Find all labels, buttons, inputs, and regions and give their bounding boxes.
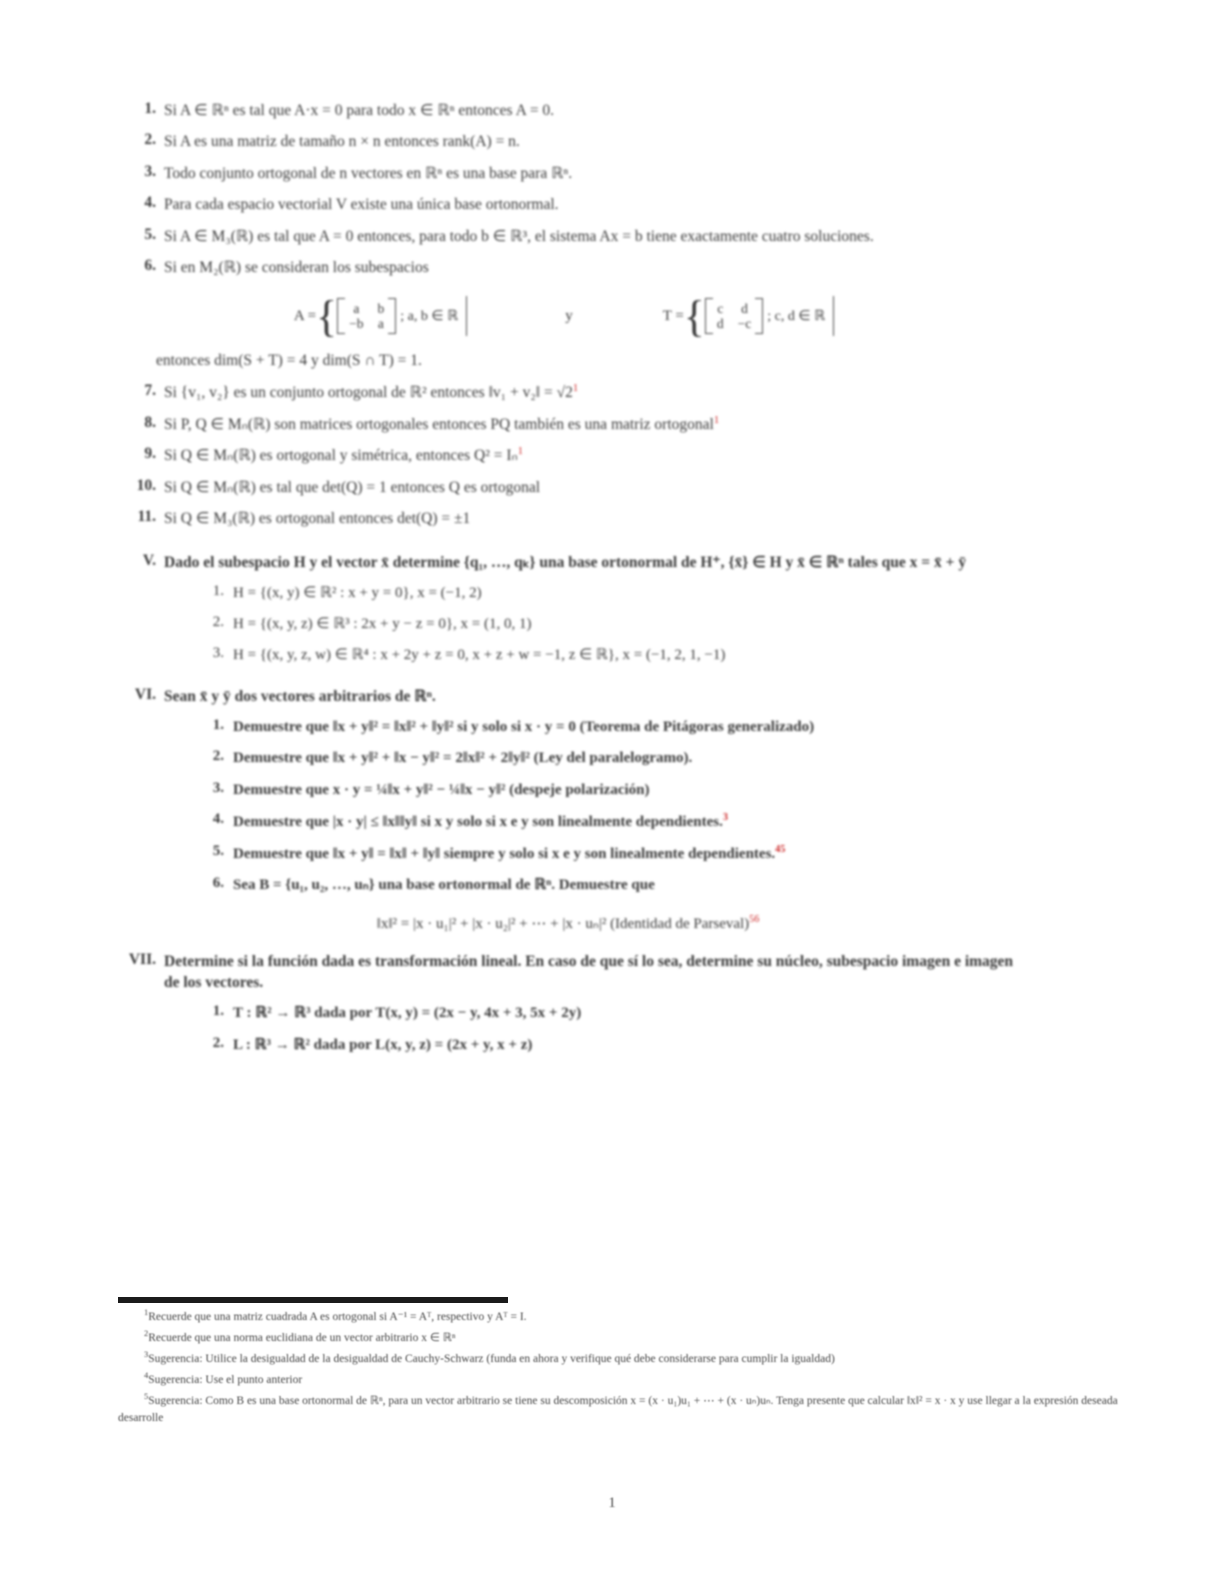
footnote-marker: 1 [517,446,523,458]
footnote-marker: 4 [144,1370,149,1381]
matrix-cell: −b [349,316,364,332]
item-number: 2. [212,1034,224,1051]
item-text: Si A es una matriz de tamaño n × n entonces rank(A) = n. [164,133,520,151]
item-text: Si {v₁, v₂} es un conjunto ortogonal de ℝ² entonces ‖v₁ + v₂‖ = $√2^1$ [164,383,579,402]
item-text: Demuestre que |x · y| ≤ ‖x‖‖y‖ si x y solo si x e y son linealmente dependientes.$^3$ [233,811,728,830]
document-content [118,100,1018,1066]
matrix-set-right-label: T = [662,307,684,324]
footnote-text: Recuerde que una norma euclidiana de un vector arbitrario x ∈ ℝⁿ [148,1331,456,1344]
section-v-after-display: entonces dim(S + T) = 4 y dim(S ∩ T) = 1. [156,352,422,370]
footnote-marker: 2 [144,1328,149,1339]
list-item [118,414,1018,436]
footnote-marker: 1 [572,383,579,395]
display-connector: y [565,307,573,324]
item-number: 3. [212,645,224,662]
footnote [118,1369,1118,1389]
list-item [190,583,1018,603]
bracket-left-icon [337,298,345,334]
item-text: H = {(x, y) ∈ ℝ² : x + y = 0}, x = (−1, 2) [233,584,482,601]
item-text: Todo conjunto ortogonal de n vectores en ℝⁿ es una base para ℝⁿ. [164,164,573,182]
list-item [190,875,1018,895]
item-text: Demuestre que ‖x + y‖² = ‖x‖² + ‖y‖² si y solo si x · y = 0 (Teorema de Pitágoras generalizado) [233,719,815,736]
section-viii-heading-row [118,951,1018,994]
item-number: 2. [144,131,156,149]
section-viii-list [190,1003,1018,1055]
footnotes [118,1306,1118,1429]
list-item [118,226,1018,247]
footnote-marker: 45 [775,844,786,856]
item-text: Sea B = {u₁, u₂, …, uₙ} una base ortonormal de ℝⁿ. Demuestre que [233,877,655,894]
item-number: 1. [212,1003,224,1020]
item-number: 1. [212,582,224,599]
item-number: 7. [144,382,156,400]
section-vii-list [190,717,1018,896]
list-item [190,1035,1018,1055]
item-text: T : ℝ² → ℝ³ dada por T(x, y) = (2x − y, 4x + 3, 5x + 2y) [233,1005,582,1022]
item-number: 3. [212,779,224,796]
section-vii-heading: Sean x̄ y ȳ dos vectores arbitrarios de ℝⁿ. [164,687,436,705]
footnote-marker: 3 [722,811,728,823]
matrix-set-left [293,291,475,341]
item-number: 4. [212,810,224,827]
list-item [118,131,1018,152]
item-number: 9. [144,445,156,463]
item-number: 10. [136,476,156,494]
bracket-right-icon [755,298,763,334]
footnote [118,1306,1118,1326]
section-vi-list [190,583,1018,666]
matrix-set-right [662,291,842,341]
item-text: Demuestre que x · y = ¼‖x + y‖² − ¼‖x − y‖² (despeje polarización) [233,781,650,798]
matrix-cell: b [377,300,385,316]
footnote [118,1327,1118,1347]
section-vii-number: VI. [134,685,156,703]
matrix-right-condition: ; c, d ∈ ℝ [767,308,826,324]
section-viii [118,951,1018,994]
matrix-left [345,301,388,332]
footnote-text: Sugerencia: Use el punto anterior [148,1374,303,1387]
item-number: 5. [144,225,156,243]
item-text: Si Q ∈ Mₙ(ℝ) es ortogonal y simétrica, entonces Q² = Iₙ$^1$ [164,446,523,465]
section-v-list [118,100,1018,278]
matrix-cell: d [741,300,748,316]
list-item [190,645,1018,665]
list-item [118,163,1018,184]
item-text: Si A ∈ ℝⁿ es tal que A·x = 0 para todo x ∈ ℝⁿ entonces A = 0. [164,102,555,119]
matrix-cell: d [716,316,724,332]
list-item [118,477,1018,498]
item-text: Si A ∈ M₃(ℝ) es tal que A = 0 entonces, para todo b ∈ ℝ³, el sistema Ax = b tiene exactamente cuatro soluciones. [164,227,874,245]
item-text: Si Q ∈ Mₙ(ℝ) es tal que det(Q) = 1 entonces Q es ortogonal [164,478,541,496]
set-bar-icon [466,296,467,336]
brace-left-icon: { [683,291,705,341]
section-viii-heading: Determine si la función dada es transformación lineal. En caso de que sí lo sea, determine su núcleo, subespacio imagen e imagen de los vectores. [164,952,1014,991]
item-text: H = {(x, y, z) ∈ ℝ³ : 2x + y − z = 0}, x = (1, 0, 1) [233,616,532,633]
bracket-left-icon [705,298,713,334]
list-item [190,717,1018,737]
item-number: 5. [212,843,224,860]
list-item [190,780,1018,800]
section-vi-heading-row [118,552,1018,573]
matrix-cell: c [717,300,724,316]
list-item [190,811,1018,832]
section-viii-number: VII. [128,950,156,968]
list-item [118,445,1018,467]
item-text: H = {(x, y, z, w) ∈ ℝ⁴ : x + 2y + z = 0, x + z + w = −1, z ∈ ℝ}, x = (−1, 2, 1, −1) [233,647,726,664]
item-text: Para cada espacio vectorial V existe una única base ortonormal. [164,196,559,214]
parseval-display [118,914,1018,933]
bracket-right-icon [388,298,396,334]
section-vii [118,686,1018,707]
item-number: 1. [144,100,156,117]
item-number: 8. [144,413,156,431]
list-item [190,1003,1018,1023]
item-number: 1. [212,717,224,734]
footnote-marker: 1 [144,1307,149,1317]
list-item [190,614,1018,634]
list-item [118,100,1018,121]
item-number: 6. [212,875,224,892]
item-number: 6. [144,256,156,274]
footnote [118,1390,1118,1427]
footnote-text: Recuerde que una matriz cuadrada A es ortogonal si A⁻¹ = Aᵀ, respectivo y Aᵀ = I. [148,1310,527,1323]
item-number: 2. [212,614,224,631]
item-number: 4. [144,194,156,212]
item-text: Demuestre que ‖x + y‖ = ‖x‖ + ‖y‖ siempre y solo si x e y son linealmente dependientes.$^{45}$ [233,844,786,863]
footnote-marker: 3 [144,1349,149,1360]
parseval-formula: ‖x‖² = |x · u₁|² + |x · u₂|² + ⋯ + |x · uₙ|² (Identidad de Parseval) [376,915,750,932]
list-item [190,843,1018,864]
item-text: Demuestre que ‖x + y‖² + ‖x − y‖² = 2‖x‖² + 2‖y‖² (Ley del paralelogramo). [233,750,693,767]
item-text: Si en M₂(ℝ) se consideran los subespacios [164,258,429,276]
list-item [118,508,1018,529]
list-item [190,748,1018,768]
section-vi [118,552,1018,573]
item-text: L : ℝ³ → ℝ² dada por L(x, y, z) = (2x + y, x + z) [233,1036,533,1053]
brace-left-icon: { [316,291,338,341]
list-item [118,382,1018,404]
item-number: 11. [137,508,156,526]
list-item [118,257,1018,278]
footnote-marker: 56 [749,913,760,925]
matrix-right [713,301,755,332]
matrix-cell: −c [737,316,752,332]
page-number: 1 [608,1495,616,1511]
set-bar-icon [833,296,834,336]
footnote-text: Sugerencia: Como B es una base ortonormal de ℝⁿ, para un vector arbitrario se tiene su descomposición x = (x · u₁)u₁ + ⋯ + (x · uₙ)uₙ. Tenga presente que calcular ‖x‖² = x · x y use llegar a la expresión deseada desarrolle [118,1395,1118,1425]
footnote-marker: 1 [713,414,720,426]
footnote-separator [118,1297,508,1303]
item-number: 3. [144,162,156,180]
item-text: Si Q ∈ M₃(ℝ) es ortogonal entonces det(Q) = ±1 [164,510,471,528]
footnote [118,1348,1118,1368]
section-vii-heading-row [118,686,1018,707]
section-vi-heading: Dado el subespacio H y el vector x̄ determine {q₁, …, qₖ} una base ortonormal de H⁺, {x̄} ∈ H y x̄ ∈ ℝⁿ tales que x = x̄ + ȳ [164,553,967,571]
section-v-list-continued [118,382,1018,529]
item-text: Si P, Q ∈ Mₙ(ℝ) son matrices ortogonales entonces PQ también es una matriz ortogonal$^1$ [164,414,720,433]
matrix-set-left-label: A = [293,307,317,324]
matrix-cell: a [353,300,360,316]
matrix-left-condition: ; a, b ∈ ℝ [400,308,459,324]
matrix-display [118,291,1018,341]
footnote-marker: 5 [144,1391,149,1402]
section-vi-number: V. [142,551,156,569]
list-item [118,194,1018,215]
item-number: 2. [212,748,224,765]
matrix-cell: a [377,316,384,332]
footnote-text: Sugerencia: Utilice la desigualdad de la desigualdad de Cauchy-Schwarz (funda en ahora y verifique qué debe considerarse para cumplir la igualdad) [148,1352,835,1365]
